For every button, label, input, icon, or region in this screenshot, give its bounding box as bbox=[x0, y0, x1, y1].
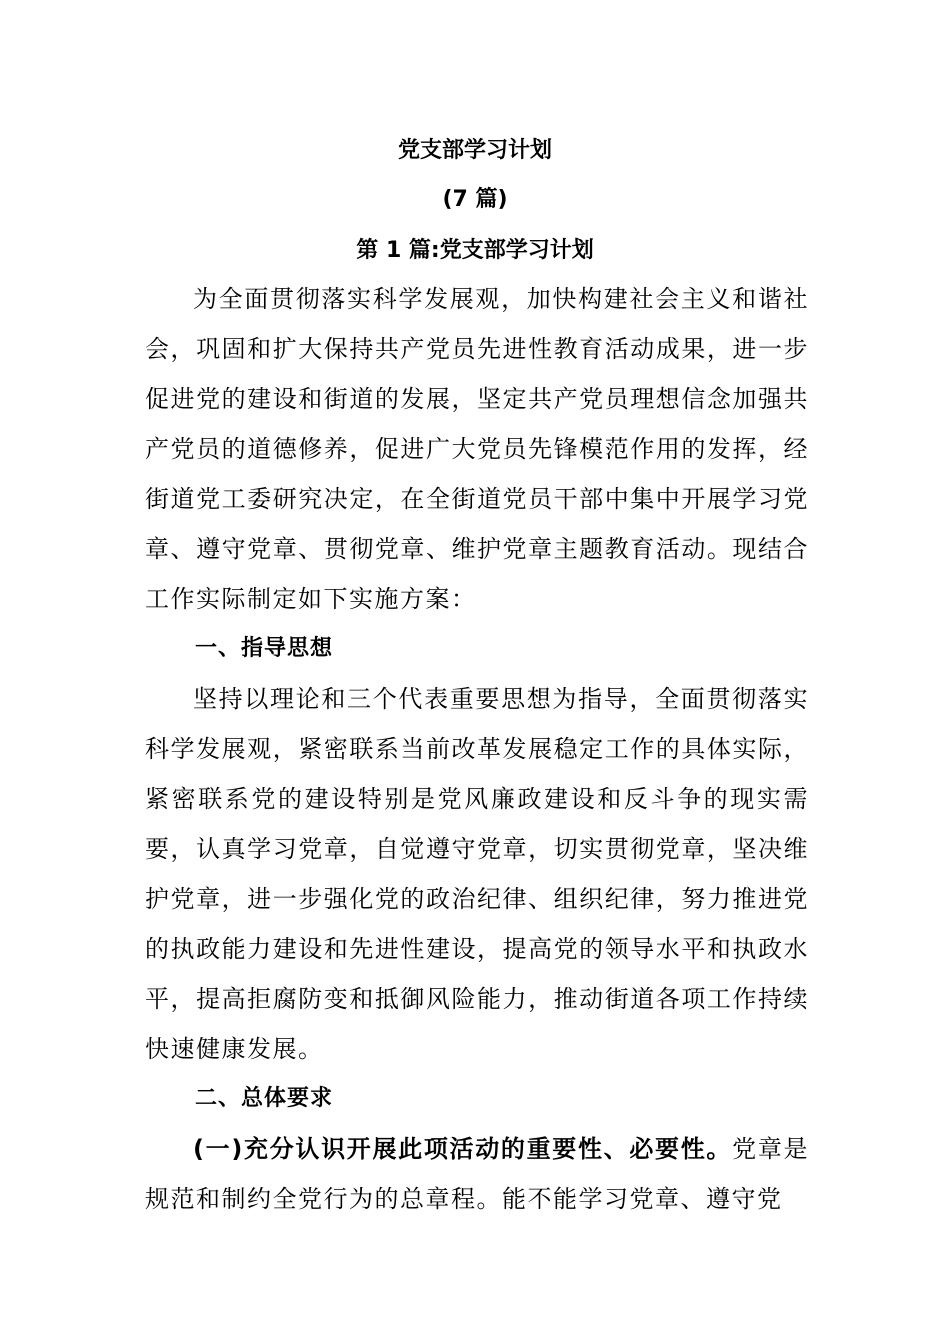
section-heading-guiding-ideology: 一、指导思想 bbox=[195, 636, 334, 661]
item-1-text: 党章是规范和制约全党行为的总章程。能不能学习党章、遵守党 bbox=[145, 1135, 810, 1213]
item-1-lead: (一)充分认识开展此项活动的重要性、必要性。 bbox=[193, 1135, 733, 1163]
document-title: 党支部学习计划 bbox=[397, 138, 552, 163]
section-heading-general-requirements: 二、总体要求 bbox=[195, 1086, 334, 1111]
general-requirements-item-1 bbox=[145, 1124, 809, 1224]
guiding-ideology-paragraph: 坚持以理论和三个代表重要思想为指导，全面贯彻落实科学发展观，紧密联系当前改革发展稳定工作的具体实际，紧密联系党的建设特别是党风廉政建设和反斗争的现实需要，认真学习党章，自觉遵守党章，切实贯彻党章，坚决维护党章，进一步强化党的政治纪律、组织纪律，努力推进党的执政能力建设和先进性建设，提高党的领导水平和执政水平，提高拒腐防变和抵御风险能力，推动街道各项工作持续快速健康发展。 bbox=[145, 685, 809, 1063]
intro-paragraph: 为全面贯彻落实科学发展观，加快构建社会主义和谐社会，巩固和扩大保持共产党员先进性教育活动成果，进一步促进党的建设和街道的发展，坚定共产党员理想信念加强共产党员的道德修养，促进广大党员先锋模范作用的发挥，经街道党工委研究决定，在全街道党员干部中集中开展学习党章、遵守党章、贯彻党章、维护党章主题教育活动。现结合工作实际制定如下实施方案： bbox=[145, 285, 809, 613]
document-body bbox=[145, 274, 809, 1224]
chapter-title: 第 1 篇:党支部学习计划 bbox=[356, 238, 594, 263]
document-subtitle: (7 篇) bbox=[442, 187, 508, 212]
